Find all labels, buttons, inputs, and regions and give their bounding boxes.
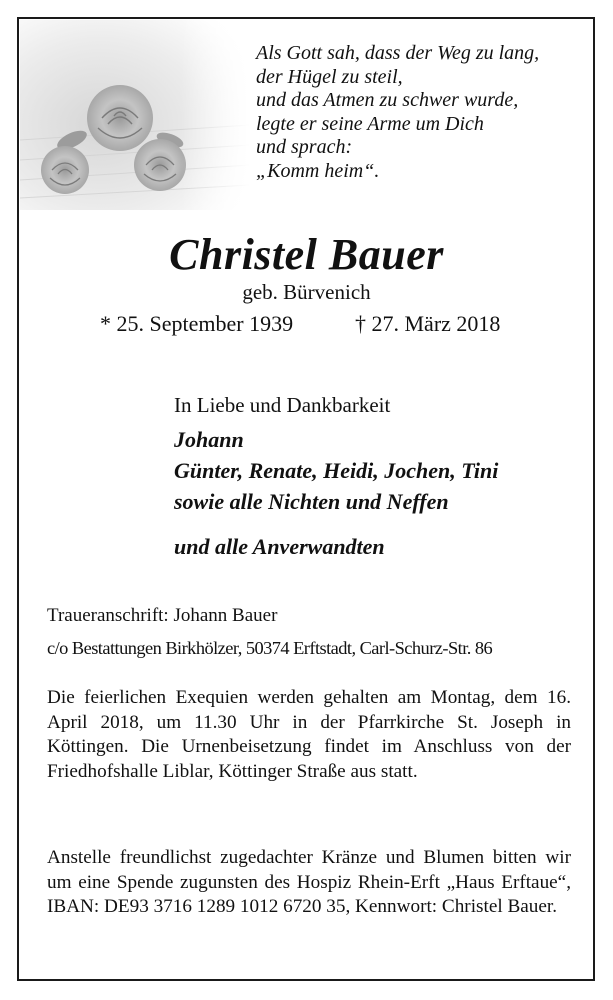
mourning-address-label: Traueranschrift: Johann Bauer xyxy=(47,605,278,626)
poem-line: legte er seine Arme um Dich xyxy=(256,112,484,135)
mourner-line: Johann xyxy=(174,427,244,452)
mourning-address-line: c/o Bestattungen Birkhölzer, 50374 Erftstadt, Carl-Schurz-Str. 86 xyxy=(47,638,493,658)
poem-line: und sprach: xyxy=(256,136,353,158)
poem-line: und das Atmen zu schwer wurde, xyxy=(256,89,519,111)
poem-line: „Komm heim“. xyxy=(256,159,380,182)
born-name: geb. Bürvenich xyxy=(242,280,371,304)
roses-photo xyxy=(20,20,250,210)
birth-date: * 25. September 1939 xyxy=(100,311,294,336)
mourners-list xyxy=(174,424,498,517)
mourner-line: sowie alle Nichten und Neffen xyxy=(174,489,449,514)
poem-line: Als Gott sah, dass der Weg zu lang, xyxy=(256,42,540,64)
mourners-intro: In Liebe und Dankbarkeit xyxy=(174,393,391,417)
donation-paragraph: Anstelle freundlichst zugedachter Kränze und Blumen bitten wir um eine Spende zugunsten des Hospiz Rhein-Erft „Haus Erftaue“, IBAN: DE93 3716 1289 1012 6720 35, Kennwort: Christel Bauer. xyxy=(47,847,571,917)
roses-icon xyxy=(20,20,250,210)
relatives-line: und alle Anverwandten xyxy=(174,534,385,559)
poem xyxy=(256,42,586,183)
service-paragraph: Die feierlichen Exequien werden gehalten am Montag, dem 16. April 2018, um 11.30 Uhr in der Pfarrkirche St. Joseph in Köttingen. Die Urnenbeisetzung findet im Anschluss von der Friedhofshalle Liblar, Köttinger Straße aus statt. xyxy=(47,687,571,782)
mourner-line: Günter, Renate, Heidi, Jochen, Tini xyxy=(174,458,499,483)
poem-line: der Hügel zu steil, xyxy=(256,65,403,88)
deceased-name: Christel Bauer xyxy=(169,230,444,279)
death-date: † 27. März 2018 xyxy=(355,311,501,336)
